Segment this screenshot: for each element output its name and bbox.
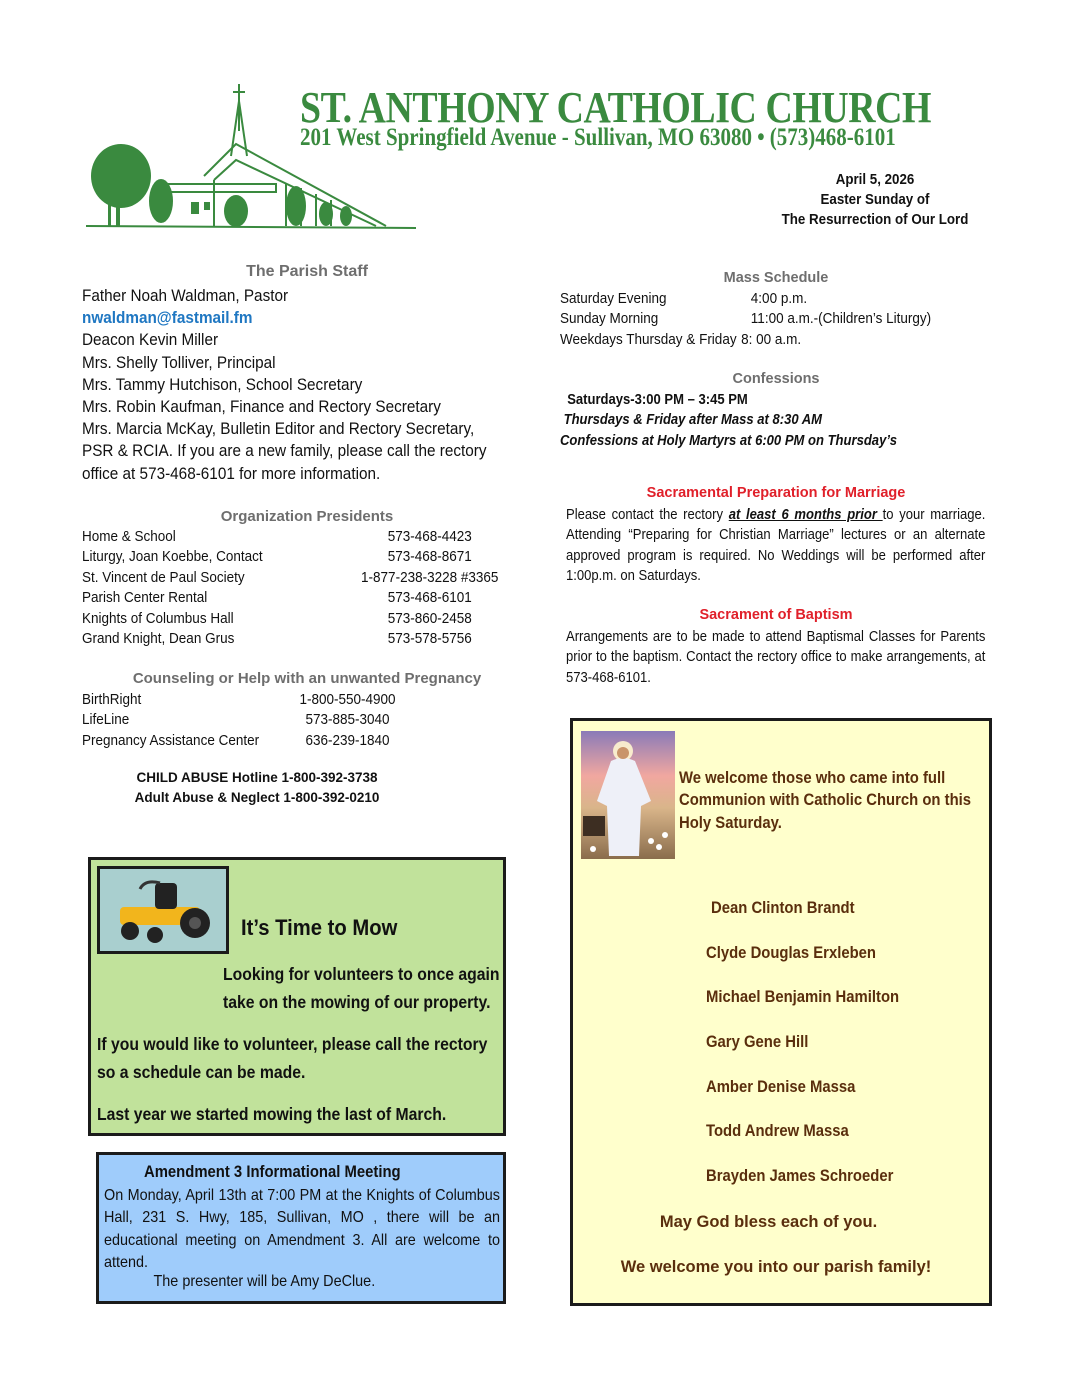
amendment-meeting-text: On Monday, April 13th at 7:00 PM at the Knights of Columbus Hall, 231 S. Hwy, 185, Sullivan, MO , there will be an educational meeting on Amendment 3. All are welcome to attend. <box>104 1187 500 1272</box>
org-phone: 573-860-2458 <box>387 609 472 627</box>
new-member-name: Amber Denise Massa <box>706 1078 856 1096</box>
amendment-meeting-title: Amendment 3 Informational Meeting <box>144 1163 401 1181</box>
parish-staff-list <box>82 285 541 485</box>
full-communion-welcome-box <box>570 718 992 1306</box>
mow-text <box>97 960 500 1142</box>
new-member-name: Todd Andrew Massa <box>706 1122 849 1140</box>
riding-mower-icon <box>100 869 226 951</box>
mow-volunteer-box <box>88 857 506 1136</box>
marriage-prep-title: Sacramental Preparation for Marriage <box>646 485 906 501</box>
confession-line: Thursdays & Friday after Mass at 8:30 AM <box>563 412 823 429</box>
church-name: ST. ANTHONY CATHOLIC CHURCH <box>300 83 932 132</box>
risen-christ-image <box>581 731 675 859</box>
mow-paragraph: If you would like to volunteer, please call the rectory so a schedule can be made. <box>97 1034 488 1082</box>
staff-line: Deacon Kevin Miller <box>82 330 219 350</box>
table-row <box>82 710 532 730</box>
table-row <box>82 629 532 649</box>
staff-line: PSR & RCIA. If you are a new family, please call the rectory <box>82 441 487 461</box>
table-row <box>82 547 532 567</box>
staff-line: Father Noah Waldman, Pastor <box>82 286 289 305</box>
mow-title: It’s Time to Mow <box>241 915 398 940</box>
mow-paragraph: Looking for volunteers to once again take on the mowing of our property. <box>223 964 500 1012</box>
org-name: Parish Center Rental <box>82 589 208 607</box>
welcome-intro-text: We welcome those who came into full Communion with Catholic Church on this Holy Saturday. <box>679 769 972 832</box>
bulletin-date-block <box>769 170 981 230</box>
help-org-name: Pregnancy Assistance Center <box>82 731 260 749</box>
new-member-name: Michael Benjamin Hamilton <box>706 988 900 1006</box>
table-row <box>560 330 992 350</box>
mass-time: 11:00 a.m.-(Children’s Liturgy) <box>750 310 932 328</box>
staff-line: Mrs. Tammy Hutchison, School Secretary <box>82 374 363 394</box>
organization-presidents-title: Organization Presidents <box>220 508 394 525</box>
mass-time: 4:00 p.m. <box>750 290 808 307</box>
org-name: Knights of Columbus Hall <box>82 609 234 627</box>
mass-day: Weekdays Thursday & Friday <box>560 330 737 348</box>
confessions-title: Confessions <box>732 371 820 387</box>
pregnancy-help-table <box>82 690 532 751</box>
table-row <box>82 568 532 588</box>
staff-line: Mrs. Shelly Tolliver, Principal <box>82 352 276 372</box>
table-row <box>82 527 532 547</box>
occasion-line-2: The Resurrection of Our Lord <box>781 212 969 228</box>
staff-line: Mrs. Robin Kaufman, Finance and Rectory Secretary <box>82 397 441 417</box>
org-phone: 1-877-238-3228 #3365 <box>361 568 499 586</box>
org-name: Liturgy, Joan Koebbe, Contact <box>82 548 263 566</box>
marriage-prep-text <box>566 505 985 587</box>
riding-mower-image <box>97 866 229 954</box>
org-name: Grand Knight, Dean Grus <box>82 630 235 648</box>
mass-day: Saturday Evening <box>560 290 667 307</box>
new-member-name: Dean Clinton Brandt <box>711 899 855 917</box>
child-abuse-hotline: CHILD ABUSE Hotline 1-800-392-3738 <box>136 770 378 785</box>
staff-line: office at 573-468-6101 for more information. <box>82 463 381 483</box>
mass-day: Sunday Morning <box>560 310 659 328</box>
help-org-name: LifeLine <box>82 711 130 729</box>
marriage-notice-period: at least 6 months prior <box>728 507 883 523</box>
table-row <box>82 588 532 608</box>
staff-line: Mrs. Marcia McKay, Bulletin Editor and Rectory Secretary, <box>82 419 475 439</box>
help-org-phone: 1-800-550-4900 <box>299 691 396 708</box>
table-row <box>560 309 992 329</box>
new-member-name: Gary Gene Hill <box>706 1033 809 1051</box>
organization-presidents-table <box>82 527 532 649</box>
help-org-name: BirthRight <box>82 691 142 708</box>
marriage-text-start: Please contact the rectory <box>566 507 729 523</box>
org-phone: 573-578-5756 <box>387 630 472 648</box>
org-phone: 573-468-4423 <box>387 528 472 545</box>
new-member-name: Brayden James Schroeder <box>706 1167 894 1185</box>
pregnancy-help-title: Counseling or Help with an unwanted Pregnancy <box>132 670 482 687</box>
amendment-presenter: The presenter will be Amy DeClue. <box>153 1273 376 1290</box>
confession-line: Saturdays-3:00 PM – 3:45 PM <box>567 392 748 408</box>
adult-abuse-hotline: Adult Abuse & Neglect 1-800-392-0210 <box>134 789 380 805</box>
new-member-name: Clyde Douglas Erxleben <box>706 944 877 962</box>
amendment-meeting-box <box>96 1152 506 1304</box>
table-row <box>82 609 532 629</box>
marriage-text-end: to your marriage. Attending “Preparing for Christian Marriage” lectures or an alternate approved program is required. No Weddings will be performed after 1:00p.m. on Saturdays. <box>566 507 986 585</box>
table-row <box>82 690 532 710</box>
mass-schedule-title: Mass Schedule <box>723 270 829 286</box>
org-name: Home & School <box>82 528 176 545</box>
org-phone: 573-468-6101 <box>387 589 472 607</box>
blessing-text: May God bless each of you. <box>659 1213 878 1231</box>
welcome-closing-text: We welcome you into our parish family! <box>620 1258 932 1276</box>
confession-line: Confessions at Holy Martyrs at 6:00 PM on Thursday’s <box>560 432 897 449</box>
baptism-title: Sacrament of Baptism <box>699 607 853 623</box>
org-phone: 573-468-8671 <box>387 548 472 566</box>
baptism-text: Arrangements are to be made to attend Baptismal Classes for Parents prior to the baptism. Contact the rectory office to make arrangements, at 573-468-6101. <box>566 629 986 686</box>
help-org-phone: 573-885-3040 <box>305 711 390 729</box>
table-row <box>82 731 532 751</box>
help-org-phone: 636-239-1840 <box>305 731 390 749</box>
abuse-hotlines <box>82 768 432 807</box>
mass-schedule-table <box>560 289 992 350</box>
church-address: 201 West Springfield Avenue - Sullivan, MO 63080 • (573)468-6101 <box>300 124 896 151</box>
parish-staff-title: The Parish Staff <box>246 263 368 280</box>
bulletin-date: April 5, 2026 <box>835 172 915 188</box>
confessions-list <box>560 390 992 451</box>
org-name: St. Vincent de Paul Society <box>82 568 245 586</box>
table-row <box>560 289 992 309</box>
pastor-email-link[interactable]: nwaldman@fastmail.fm <box>82 308 253 328</box>
mass-time: 8: 00 a.m. <box>741 330 802 348</box>
mow-paragraph: Last year we started mowing the last of March. <box>97 1104 447 1124</box>
occasion-line-1: Easter Sunday of <box>820 192 930 208</box>
